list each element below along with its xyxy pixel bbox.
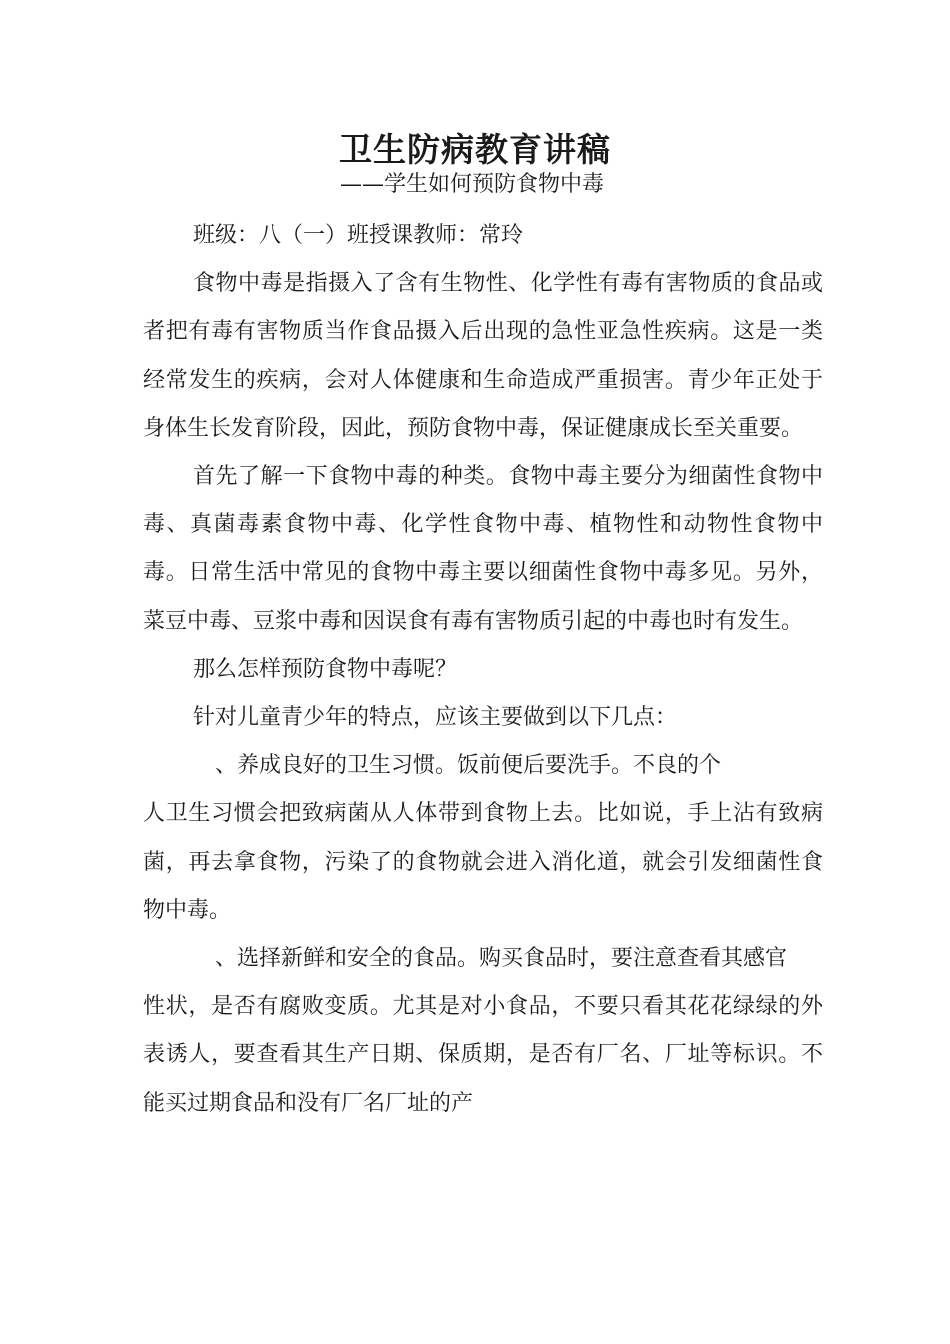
class-teacher-line: 班级：八（一）班授课教师：常玲: [193, 223, 524, 248]
paragraph-intro: 食物中毒是指摄入了含有生物性、化学性有毒有害物质的食品或者把有毒有害物质当作食品摄入后出现的急性亚急性疾病。这是一类经常发生的疾病，会对人体健康和生命造成严重损害。青少年正处于身体生长发育阶段，因此，预防食物中毒，保证健康成长至关重要。: [143, 271, 823, 441]
paragraph-types: 首先了解一下食物中毒的种类。食物中毒主要分为细菌性食物中毒、真菌毒素食物中毒、化学性食物中毒、植物性和动物性食物中毒。日常生活中常见的食物中毒主要以细菌性食物中毒多见。另外，菜豆中毒、豆浆中毒和因误食有毒有害物质引起的中毒也时有发生。: [143, 464, 823, 634]
point-2-heading: 、选择新鲜和安全的食品。购买食品时，要注意查看其感官: [215, 946, 788, 972]
paragraph-question: 那么怎样预防食物中毒呢？: [193, 656, 458, 682]
paragraph-focus: 针对儿童青少年的特点，应该主要做到以下几点：: [193, 705, 678, 731]
point-1-body: 人卫生习惯会把致病菌从人体带到食物上去。比如说，手上沾有致病菌，再去拿食物，污染了的食物就会进入消化道，就会引发细菌性食物中毒。: [143, 801, 823, 923]
point-2-body: 性状，是否有腐败变质。尤其是对小食品，不要只看其花花绿绿的外表诱人，要查看其生产日期、保质期，是否有厂名、厂址等标识。不能买过期食品和没有厂名厂址的产: [143, 994, 823, 1116]
point-1-heading: 、养成良好的卫生习惯。饭前便后要洗手。不良的个: [215, 753, 722, 779]
document-subtitle: ——学生如何预防食物中毒: [340, 172, 605, 197]
document-body: [143, 212, 823, 1128]
document-title: 卫生防病教育讲稿: [339, 130, 611, 170]
